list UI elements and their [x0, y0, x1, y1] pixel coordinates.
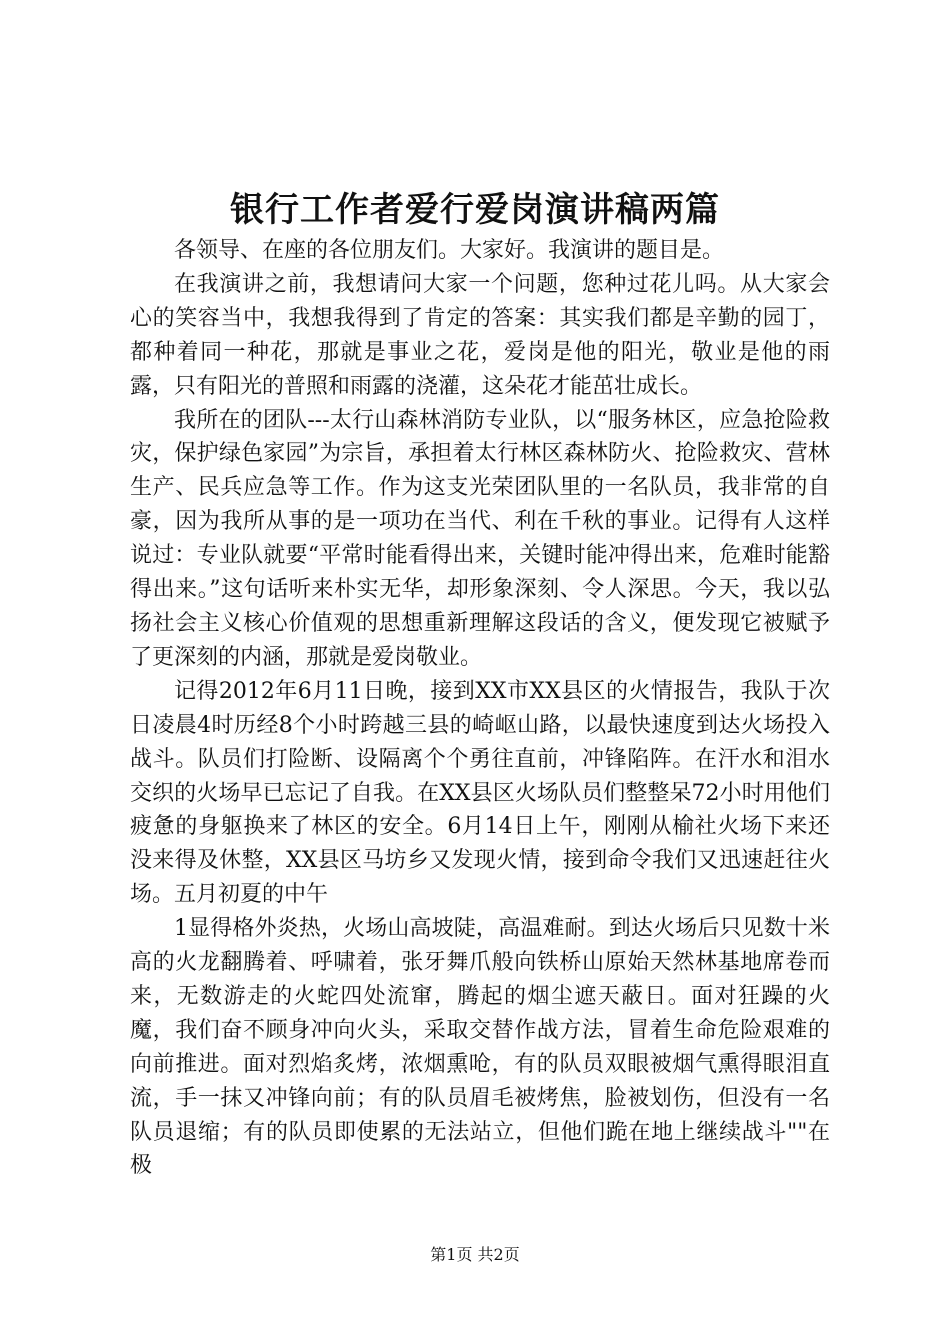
paragraph-greeting: 各领导、在座的各位朋友们。大家好。我演讲的题目是。 — [174, 238, 725, 263]
document-title: 银行工作者爱行爱岗演讲稿两篇 — [230, 190, 720, 230]
page-number-footer: 第1页 共2页 — [430, 1245, 520, 1264]
paragraph-flower-metaphor: 在我演讲之前，我想请问大家一个问题，您种过花儿吗。从大家会心的笑容当中，我想我得到了肯定的答案：其实我们都是辛勤的园丁，都种着同一种花，那就是事业之花，爱岗是他的阳光，敬业是他的雨露，只有阳光的普照和雨露的浇灌，这朵花才能茁壮成长。 — [130, 271, 830, 399]
paragraph-team-intro: 我所在的团队---太行山森林消防专业队，以“服务林区，应急抢险救灾，保护绿色家园”为宗旨，承担着太行林区森林防火、抢险救灾、营林生产、民兵应急等工作。作为这支光荣团队里的一名队员，我非常的自豪，因为我所从事的是一项功在当代、利在千秋的事业。记得有人这样说过：专业队就要“平常时能看得出来，关键时能冲得出来，危难时能豁得出来。”这句话听来朴实无华，却形象深刻、令人深思。今天，我以弘扬社会主义核心价值观的思想重新理解这段话的含义，便发现它被赋予了更深刻的内涵，那就是爱岗敬业。 — [130, 407, 830, 670]
paragraph-fire-2012: 记得2012年6月11日晚，接到XX市XX县区的火情报告，我队于次日凌晨4时历经8个小时跨越三县的崎岖山路，以最快速度到达火场投入战斗。队员们打险断、设隔离个个勇往直前，冲锋陷阵。在汗水和泪水交织的火场早已忘记了自我。在XX县区火场队员们整整呆72小时用他们疲惫的身躯换来了林区的安全。6月14日上午，刚刚从榆社火场下来还没来得及休整，XX县区马坊乡又发现火情，接到命令我们又迅速赶往火场。五月初夏的中午 — [130, 678, 830, 908]
paragraph-firefight: 1显得格外炎热，火场山高坡陡，高温难耐。到达火场后只见数十米高的火龙翻腾着、呼啸着，张牙舞爪般向铁桥山原始天然林基地席卷而来，无数游走的火蛇四处流窜，腾起的烟尘遮天蔽日。面对狂躁的火魔，我们奋不顾身冲向火头，采取交替作战方法，冒着生命危险艰难的向前推进。面对烈焰炙烤，浓烟熏呛，有的队员双眼被烟气熏得眼泪直流，手一抹又冲锋向前；有的队员眉毛被烤焦，脸被划伤，但没有一名队员退缩；有的队员即使累的无法站立，但他们跪在地上继续战斗""在极 — [130, 916, 830, 1179]
document-body — [130, 234, 830, 1183]
